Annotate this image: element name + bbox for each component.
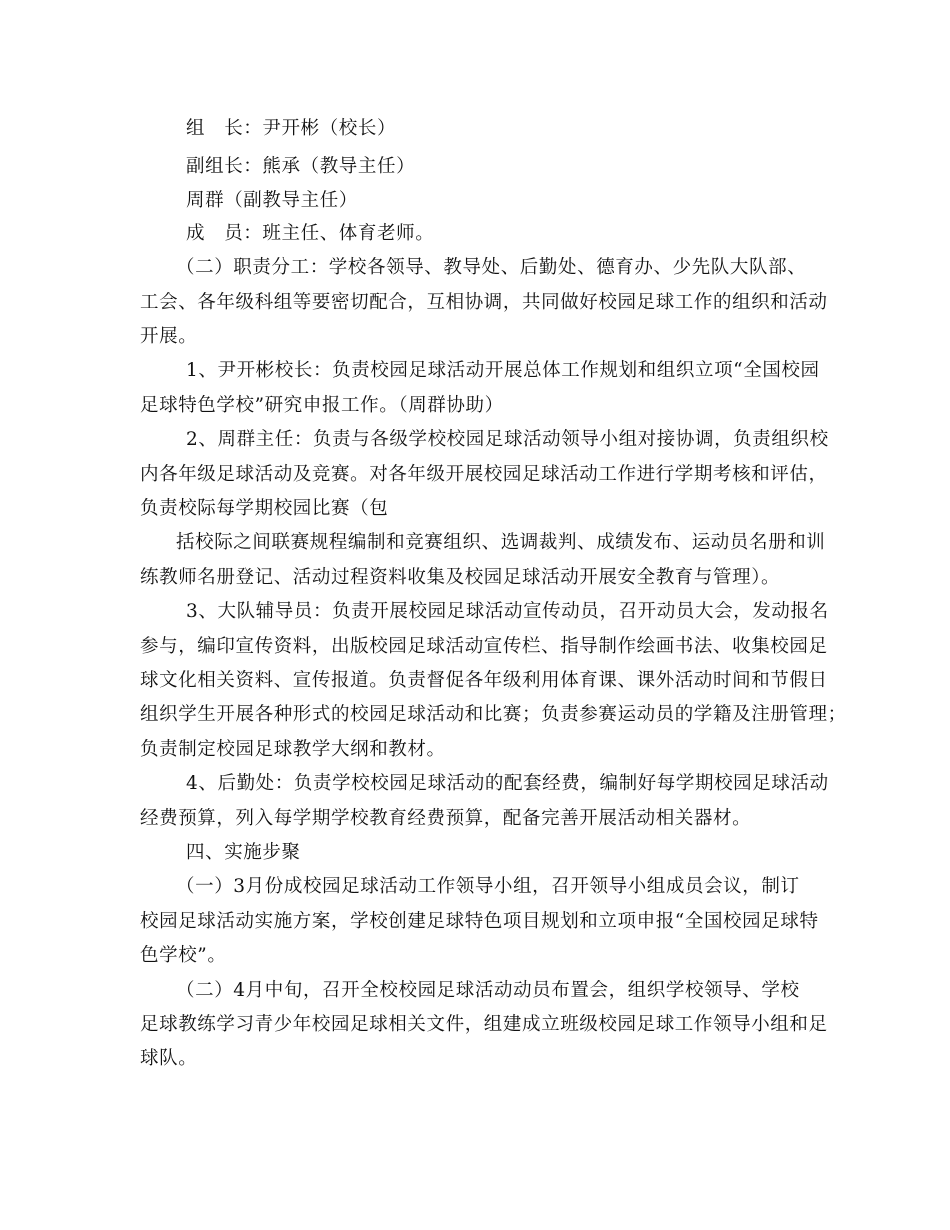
text-line: 练教师名册登记、活动过程资料收集及校园足球活动开展安全教育与管理）。 xyxy=(140,567,781,588)
text-line: （一）3月份成校园足球活动工作领导小组，召开领导小组成员会议，制订 xyxy=(176,876,800,897)
text-line: 校园足球活动实施方案，学校创建足球特色项目规划和立项申报“全国校园足球特 xyxy=(140,911,819,932)
text-line: 四、实施步聚 xyxy=(186,842,301,863)
text-line: 经费预算，列入每学期学校教育经费预算，配备完善开展活动相关器材。 xyxy=(140,808,752,829)
text-line: 足球教练学习青少年校园足球相关文件，组建成立班级校园足球工作领导小组和足 xyxy=(140,1014,828,1035)
text-line: （二）职责分工：学校各领导、教导处、后勤处、德育办、少先队大队部、 xyxy=(176,257,807,278)
text-line: 成 员：班主任、体育老师。 xyxy=(186,223,435,244)
text-line: 2、周群主任：负责与各级学校校园足球活动领导小组对接协调，负责组织校 xyxy=(186,429,829,450)
text-line: 球文化相关资料、宣传报道。负责督促各年级利用体育课、课外活动时间和节假日 xyxy=(140,670,828,691)
text-line: 参与，编印宣传资料，出版校园足球活动宣传栏、指导制作绘画书法、收集校园足 xyxy=(140,636,828,657)
text-line: 4、后勤处：负责学校校园足球活动的配套经费，编制好每学期校园足球活动 xyxy=(186,773,829,794)
text-line: 球队。 xyxy=(140,1048,198,1069)
text-line: 组 长：尹开彬（校长） xyxy=(186,118,397,139)
text-line: 副组长：熊承（教导主任） xyxy=(186,156,416,177)
text-line: 内各年级足球活动及竞赛。对各年级开展校园足球活动工作进行学期考核和评估， xyxy=(140,464,828,485)
text-line: 周群（副教导主任） xyxy=(186,190,358,211)
text-line: 负责制定校园足球教学大纲和教材。 xyxy=(140,739,446,760)
text-line: 1、尹开彬校长：负责校园足球活动开展总体工作规划和组织立项“全国校园 xyxy=(186,360,820,381)
text-line: 开展。 xyxy=(140,326,198,347)
text-line: 括校际之间联赛规程编制和竞赛组织、选调裁判、成绩发布、运动员名册和训 xyxy=(176,532,826,553)
text-line: 工会、各年级科组等要密切配合，互相协调，共同做好校园足球工作的组织和活动 xyxy=(140,292,828,313)
text-line: （二）4月中旬，召开全校校园足球活动动员布置会，组织学校领导、学校 xyxy=(176,980,800,1001)
text-line: 3、大队辅导员：负责开展校园足球活动宣传动员，召开动员大会，发动报名 xyxy=(186,601,829,622)
text-line: 足球特色学校”研究申报工作。（周群协助） xyxy=(140,395,504,416)
text-line: 色学校”。 xyxy=(140,945,227,966)
text-line: 组织学生开展各种形式的校园足球活动和比赛；负责参赛运动员的学籍及注册管理； xyxy=(140,704,847,725)
text-line: 负责校际每学期校园比赛（包 xyxy=(140,498,389,519)
